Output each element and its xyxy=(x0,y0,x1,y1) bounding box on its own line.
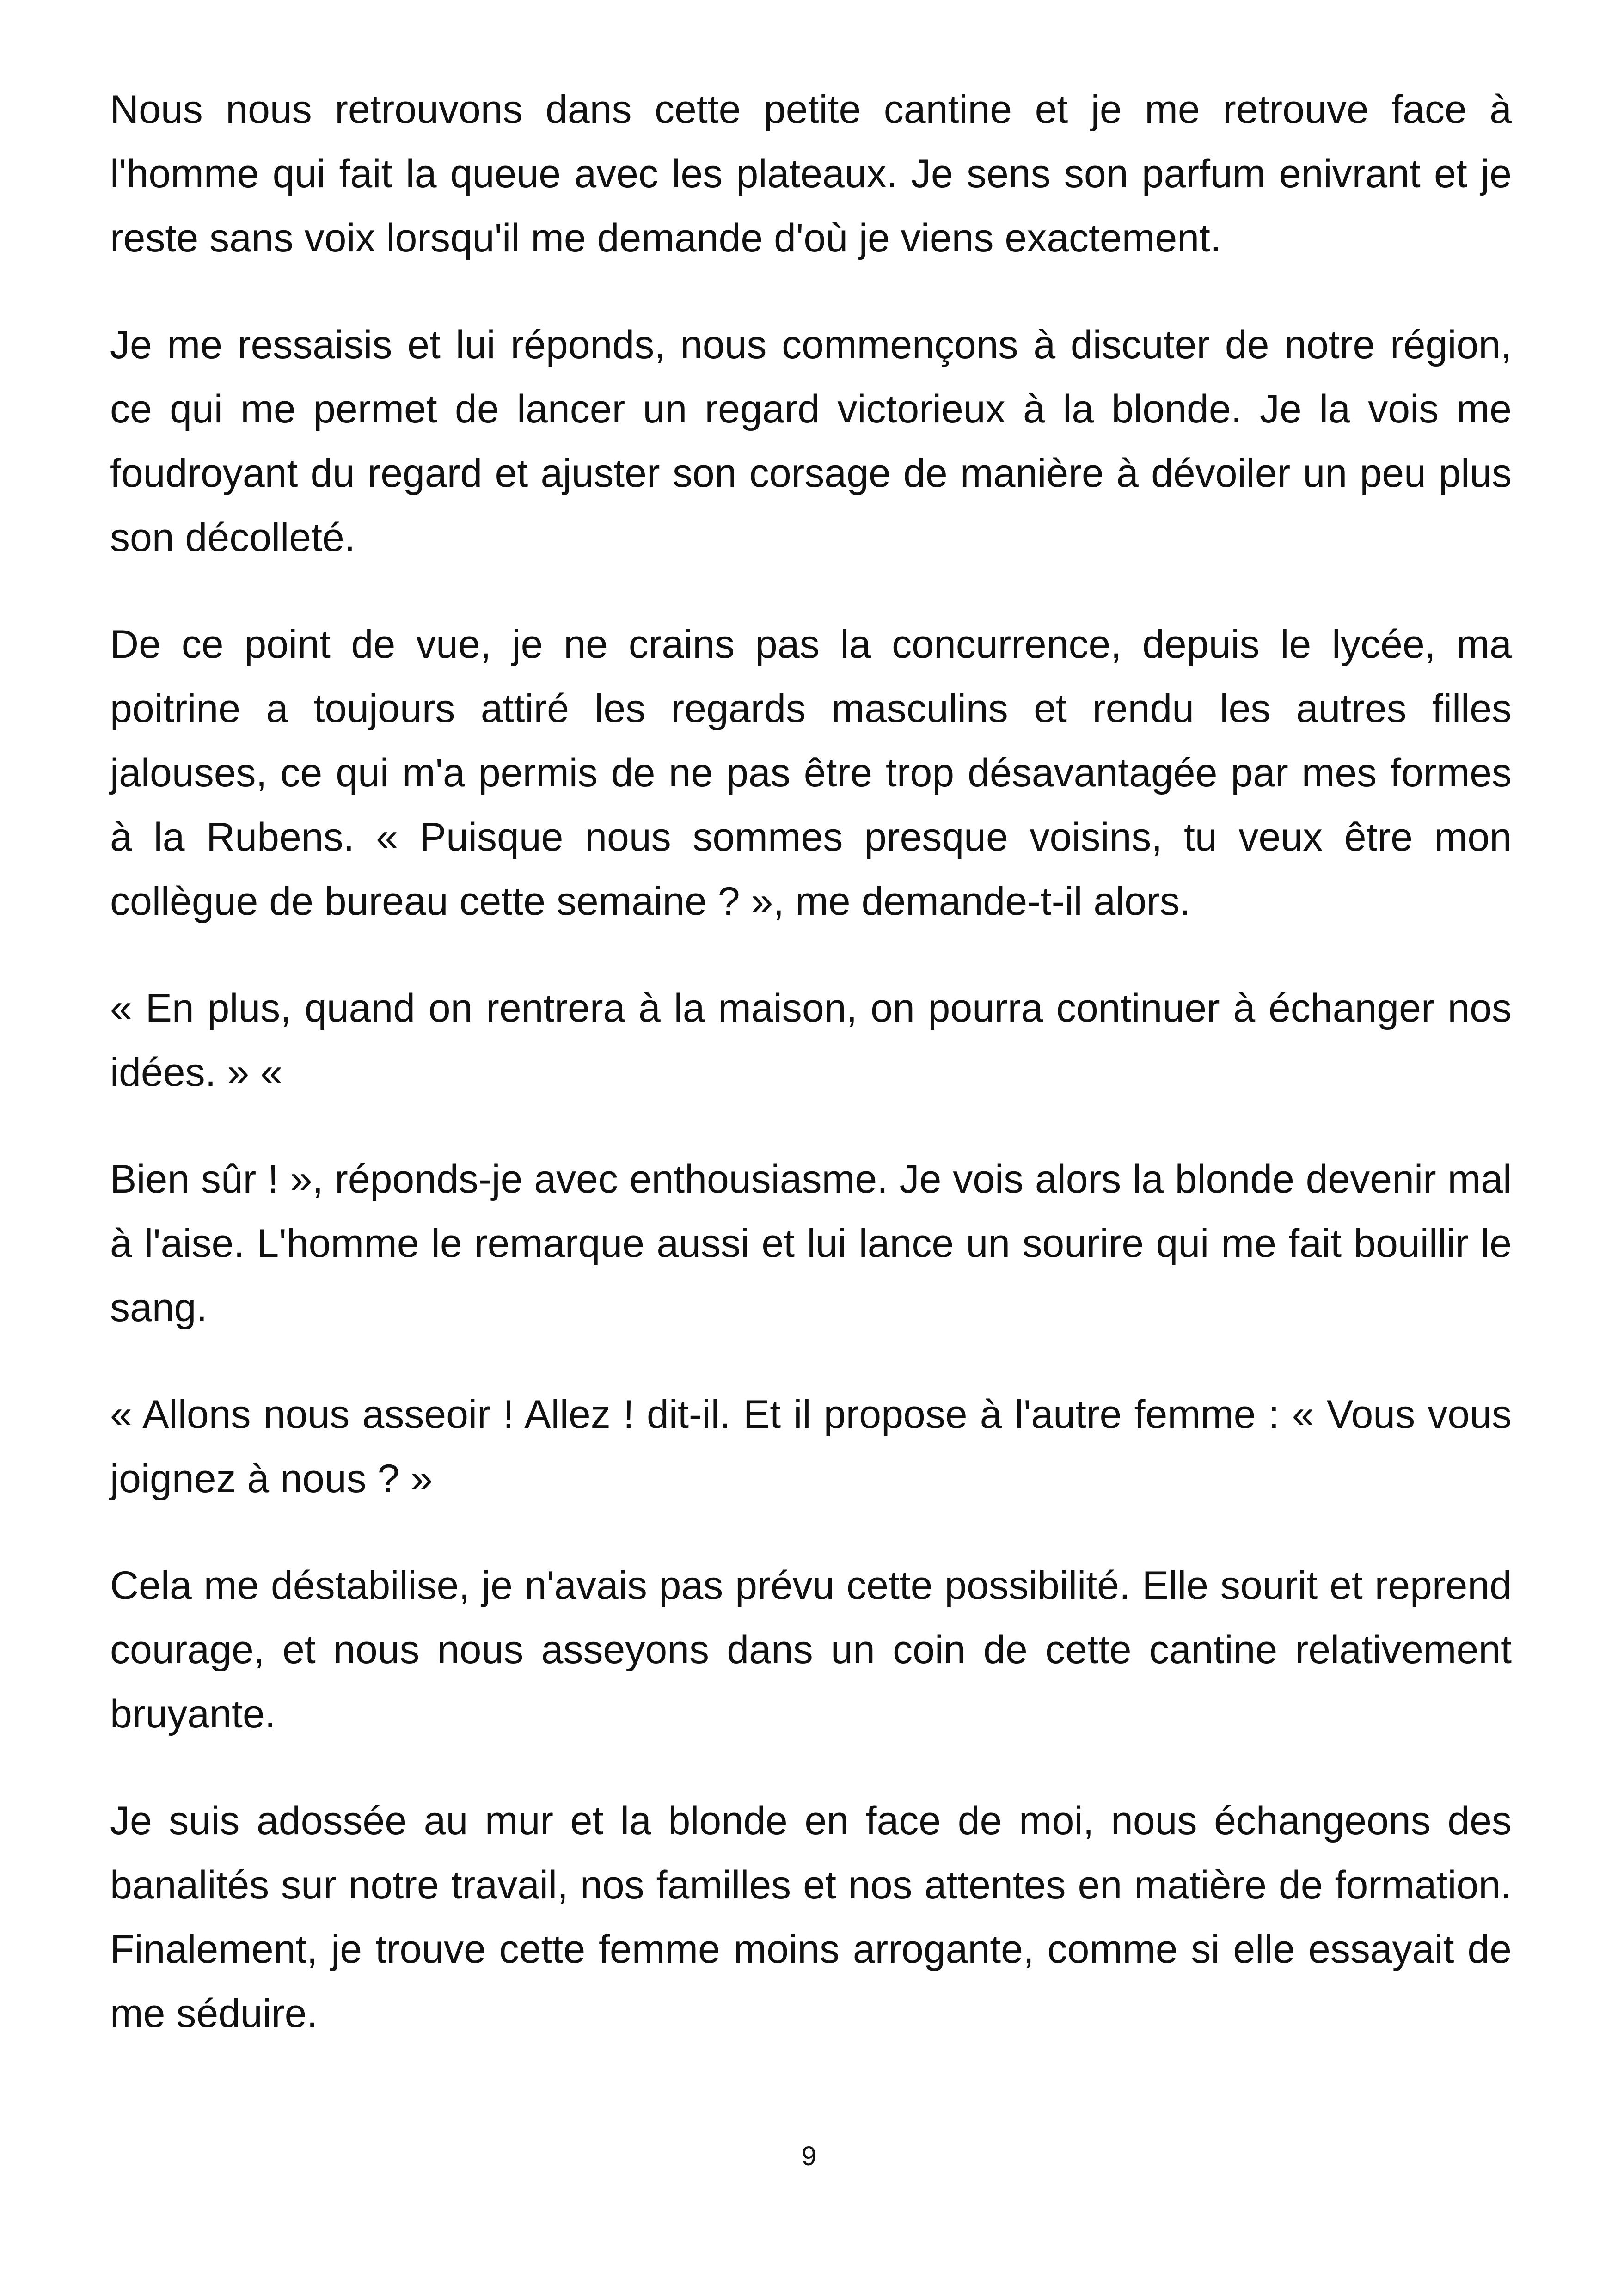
paragraph-3: De ce point de vue, je ne crains pas la concurrence, depuis le lycée, ma poitrine a toujours attiré les regards masculins et rendu les autres filles jalouses, ce qui m'a permis de ne pas être trop désavantagée par mes formes à la Rubens. « Puisque nous sommes presque voisins, tu veux être mon collègue de bureau cette semaine ? », me demande-t-il alors. xyxy=(110,622,1512,924)
paragraph-8: Je suis adossée au mur et la blonde en face de moi, nous échangeons des banalités sur notre travail, nos familles et nos attentes en matière de formation. Finalement, je trouve cette femme moins arrogante, comme si elle essayait de me séduire. xyxy=(110,1799,1512,2036)
paragraph-5: Bien sûr ! », réponds-je avec enthousiasme. Je vois alors la blonde devenir mal à l'aise. L'homme le remarque aussi et lui lance un sourire qui me fait bouillir le sang. xyxy=(110,1157,1512,1330)
paragraph-1: Nous nous retrouvons dans cette petite cantine et je me retrouve face à l'homme qui fait la queue avec les plateaux. Je sens son parfum enivrant et je reste sans voix lorsqu'il me demande d'où je viens exactement. xyxy=(110,87,1512,260)
body-text xyxy=(110,78,1512,2088)
paragraph-7: Cela me déstabilise, je n'avais pas prévu cette possibilité. Elle sourit et reprend courage, et nous nous asseyons dans un coin de cette cantine relativement bruyante. xyxy=(110,1563,1512,1736)
page-number: 9 xyxy=(801,2141,817,2171)
paragraph-2: Je me ressaisis et lui réponds, nous commençons à discuter de notre région, ce qui me permet de lancer un regard victorieux à la blonde. Je la vois me foudroyant du regard et ajuster son corsage de manière à dévoiler un peu plus son décolleté. xyxy=(110,323,1512,560)
paragraph-6: « Allons nous asseoir ! Allez ! dit-il. Et il propose à l'autre femme : « Vous vous joignez à nous ? » xyxy=(110,1392,1512,1501)
paragraph-4: « En plus, quand on rentrera à la maison, on pourra continuer à échanger nos idées. » « xyxy=(110,986,1512,1095)
